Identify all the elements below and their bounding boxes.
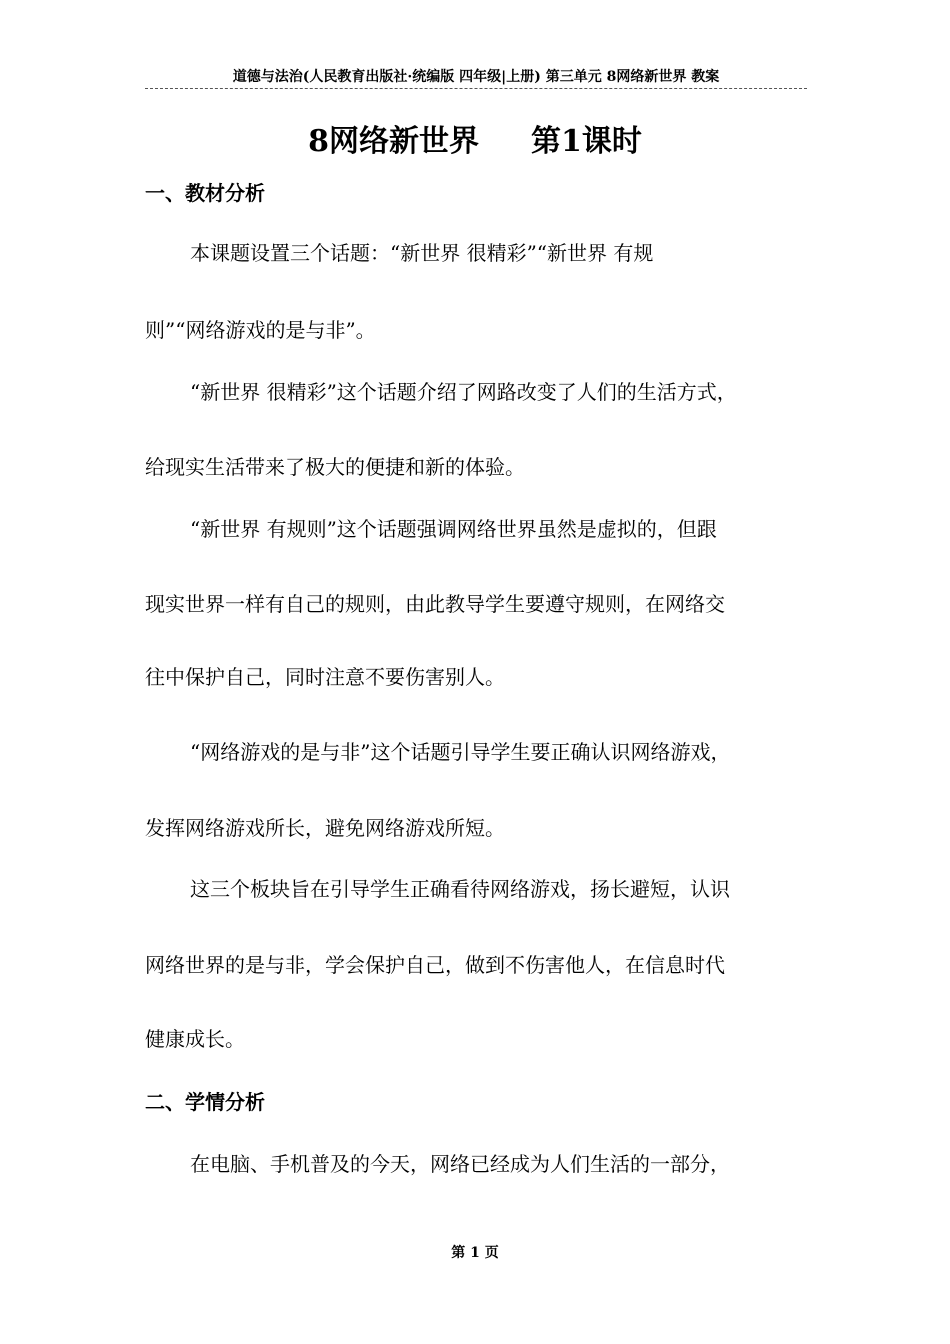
- paragraph-line: “新世界 很精彩”这个话题介绍了网路改变了人们的生活方式，: [190, 380, 737, 404]
- page-title: [0, 118, 950, 166]
- paragraph-line: 给现实生活带来了极大的便捷和新的体验。: [145, 455, 525, 479]
- paragraph-line: 健康成长。: [145, 1027, 245, 1051]
- paragraph-line: 往中保护自己，同时注意不要伤害别人。: [145, 665, 505, 689]
- paragraph-line: 本课题设置三个话题：“新世界 很精彩”“新世界 有规: [190, 241, 654, 265]
- paragraph-line: 现实世界一样有自己的规则，由此教导学生要遵守规则，在网络交: [145, 592, 725, 616]
- paragraph-line: “网络游戏的是与非”这个话题引导学生要正确认识网络游戏，: [190, 740, 731, 764]
- section-heading-student-analysis: 二、学情分析: [145, 1090, 265, 1114]
- paragraph-line: 这三个板块旨在引导学生正确看待网络游戏，扬长避短，认识: [190, 877, 730, 901]
- paragraph-line: 在电脑、手机普及的今天，网络已经成为人们生活的一部分，: [190, 1152, 730, 1176]
- page-header: 道德与法治(人民教育出版社·统编版 四年级|上册) 第三单元 8网络新世界 教案: [145, 66, 807, 89]
- paragraph-line: 则”“网络游戏的是与非”。: [145, 318, 376, 342]
- page-number: 第 1 页: [451, 1245, 499, 1261]
- section-heading-textbook-analysis: 一、教材分析: [145, 181, 265, 205]
- paragraph-line: “新世界 有规则”这个话题强调网络世界虽然是虚拟的，但跟: [190, 517, 717, 541]
- lesson-period: 第1课时: [531, 124, 642, 159]
- lesson-title: 8网络新世界: [308, 124, 479, 159]
- paragraph-line: 网络世界的是与非，学会保护自己，做到不伤害他人，在信息时代: [145, 953, 725, 977]
- paragraph-line: 发挥网络游戏所长，避免网络游戏所短。: [145, 816, 505, 840]
